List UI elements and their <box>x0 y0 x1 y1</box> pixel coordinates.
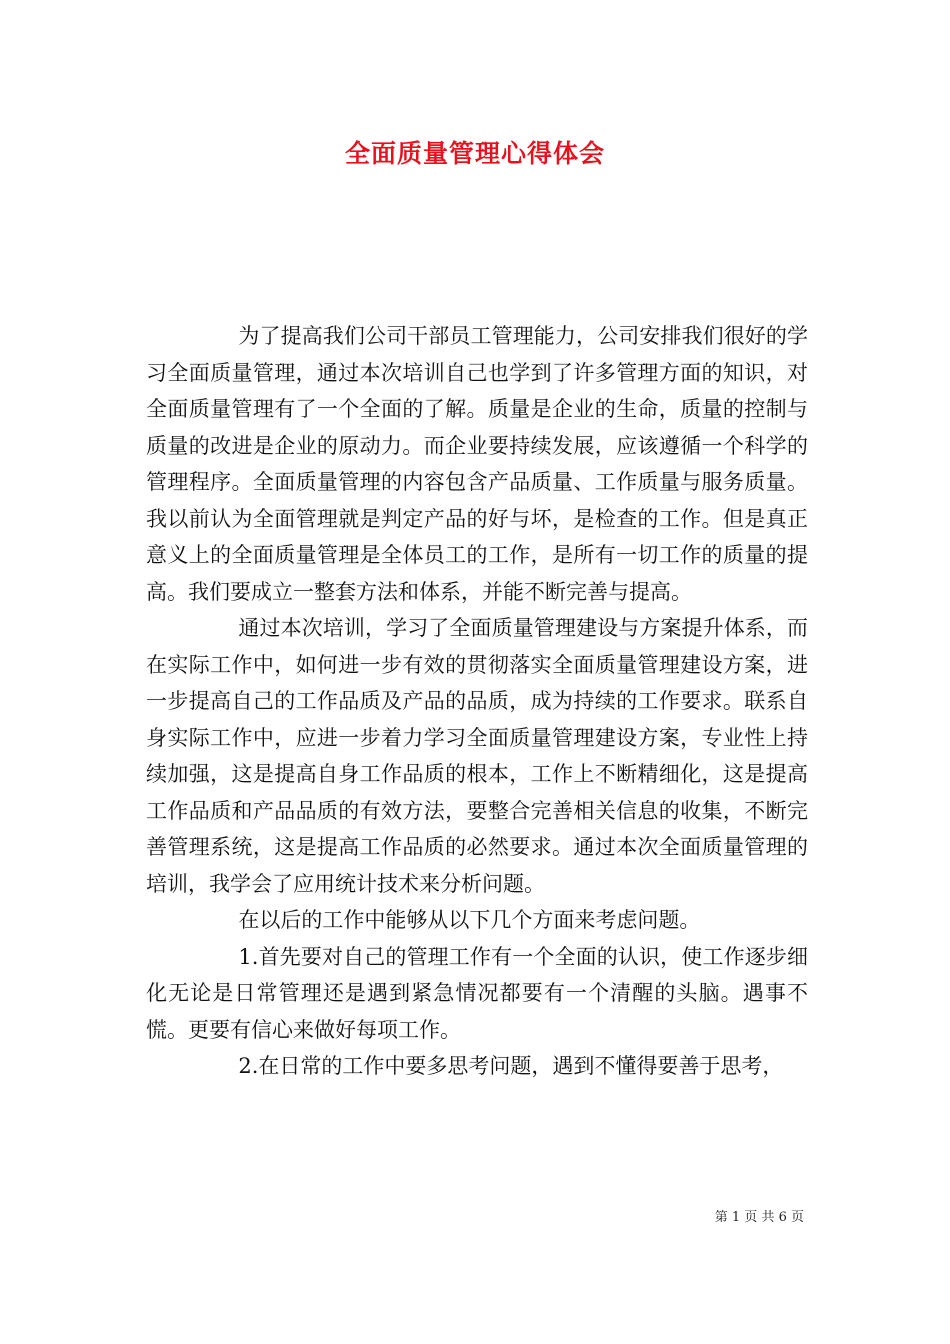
paragraph-5: 2.在日常的工作中要多思考问题，遇到不懂得要善于思考， <box>238 1054 784 1078</box>
document-title: 全面质量管理心得体会 <box>344 139 605 168</box>
document-body <box>146 318 808 1085</box>
paragraph-3: 在以后的工作中能够从以下几个方面来考虑问题。 <box>238 908 701 932</box>
paragraph-4: 1.首先要对自己的管理工作有一个全面的认识，使工作逐步细化无论是日常管理还是遇到紧急情况都要有一个清醒的头脑。遇事不慌。更要有信心来做好每项工作。 <box>146 944 808 1042</box>
paragraph-1: 为了提高我们公司干部员工管理能力，公司安排我们很好的学习全面质量管理，通过本次培训自己也学到了许多管理方面的知识，对全面质量管理有了一个全面的了解。质量是企业的生命，质量的控制与质量的改进是企业的原动力。而企业要持续发展，应该遵循一个科学的管理程序。全面质量管理的内容包含产品质量、工作质量与服务质量。我以前认为全面管理就是判定产品的好与坏，是检查的工作。但是真正意义上的全面质量管理是全体员工的工作，是所有一切工作的质量的提高。我们要成立一整套方法和体系，并能不断完善与提高。 <box>146 324 808 604</box>
paragraph-2: 通过本次培训，学习了全面质量管理建设与方案提升体系，而在实际工作中，如何进一步有效的贯彻落实全面质量管理建设方案，进一步提高自己的工作品质及产品的品质，成为持续的工作要求。联系自身实际工作中，应进一步着力学习全面质量管理建设方案，专业性上持续加强，这是提高自身工作品质的根本，工作上不断精细化，这是提高工作品质和产品品质的有效方法，要整合完善相关信息的收集，不断完善管理系统，这是提高工作品质的必然要求。通过本次全面质量管理的培训，我学会了应用统计技术来分析问题。 <box>146 616 808 896</box>
page-number-footer: 第 1 页 共 6 页 <box>714 1210 804 1225</box>
